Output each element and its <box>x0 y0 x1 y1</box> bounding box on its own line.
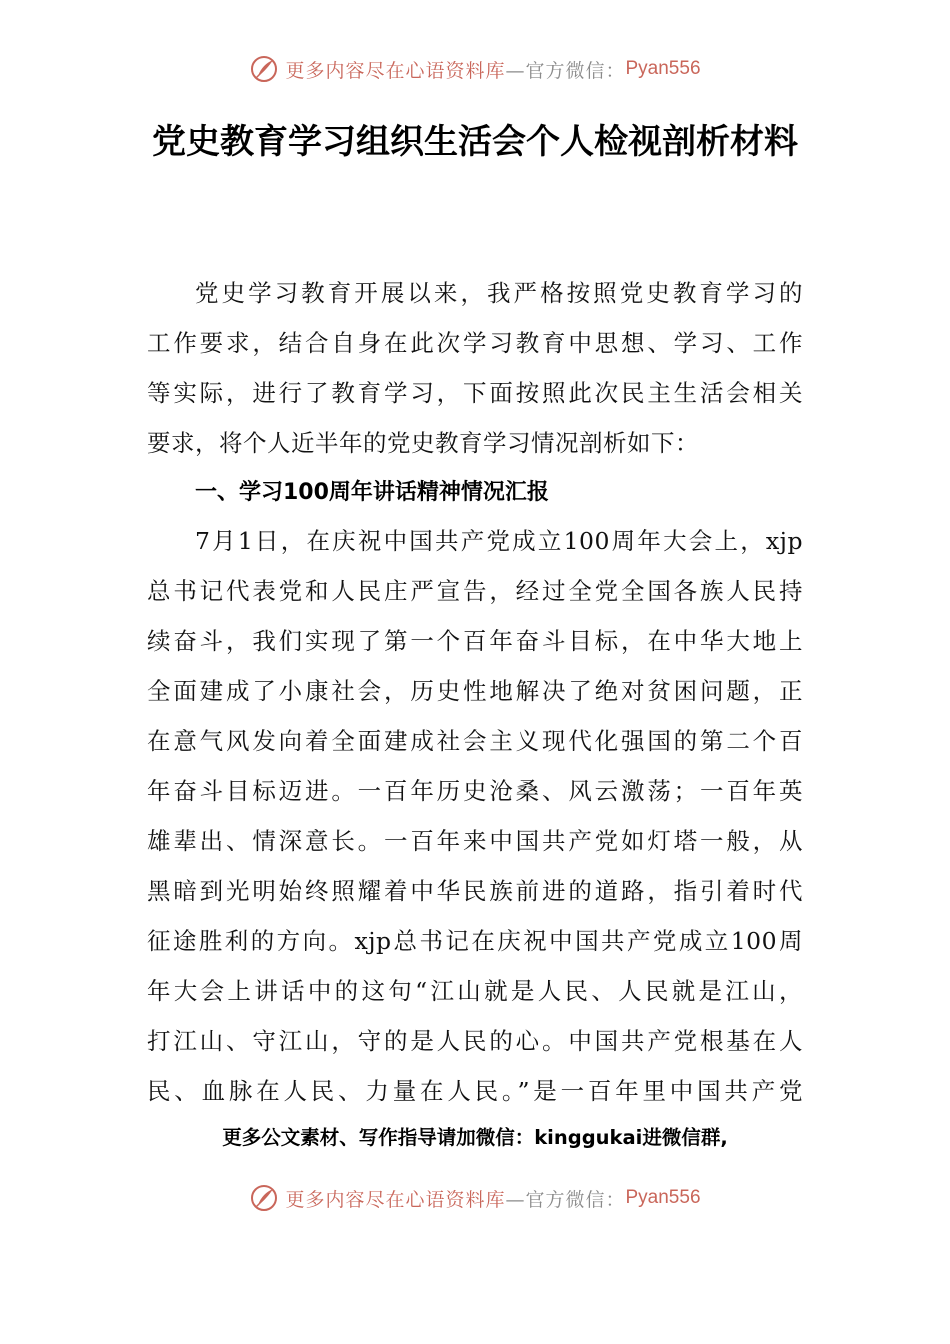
body-line: 在意气风发向着全面建成社会主义现代化强国的第二个百 <box>147 727 803 755</box>
watermark-text: 更多内容尽在心语资料库 <box>285 1188 506 1211</box>
body-line: 打江山、守江山，守的是人民的心。中国共产党根基在人 <box>147 1027 803 1055</box>
intro-line: 工作要求，结合自身在此次学习教育中思想、学习、工作 <box>147 329 803 357</box>
watermark-text: 更多内容尽在心语资料库 <box>285 59 506 82</box>
body-line: 总书记代表党和人民庄严宣告，经过全党全国各族人民持 <box>147 577 803 605</box>
watermark-top <box>0 54 950 84</box>
page-title: 党史教育学习组织生活会个人检视剖析材料 <box>152 122 798 162</box>
intro-line: 等实际，进行了教育学习，下面按照此次民主生活会相关 <box>147 379 803 407</box>
watermark-id: Pyan556 <box>625 58 701 79</box>
body-line: 雄辈出、情深意长。一百年来中国共产党如灯塔一般，从 <box>147 827 803 855</box>
body-line: 全面建成了小康社会，历史性地解决了绝对贫困问题，正 <box>147 677 803 705</box>
body-line: 7月1日，在庆祝中国共产党成立100周年大会上，xjp <box>195 527 803 555</box>
watermark-bottom <box>0 1183 950 1213</box>
intro-line: 党史学习教育开展以来，我严格按照党史教育学习的 <box>195 279 803 307</box>
body-line: 黑暗到光明始终照耀着中华民族前进的道路，指引着时代 <box>147 877 803 905</box>
feather-logo-icon <box>249 54 279 84</box>
body-line: 年奋斗目标迈进。一百年历史沧桑、风云激荡；一百年英 <box>147 777 803 805</box>
body-line: 年大会上讲话中的这句“江山就是人民、人民就是江山， <box>147 977 803 1005</box>
watermark-id: Pyan556 <box>625 1187 701 1208</box>
feather-logo-icon <box>249 1183 279 1213</box>
watermark-separator: —官方微信： <box>505 1188 626 1211</box>
body-line: 民、血脉在人民、力量在人民。”是一百年里中国共产党 <box>147 1077 803 1105</box>
section-heading: 一、学习100周年讲话精神情况汇报 <box>195 480 549 505</box>
footer-note: 更多公文素材、写作指导请加微信：kinggukai进微信群, <box>222 1126 728 1149</box>
body-line: 征途胜利的方向。xjp总书记在庆祝中国共产党成立100周 <box>147 927 803 955</box>
intro-line: 要求，将个人近半年的党史教育学习情况剖析如下： <box>147 429 699 457</box>
watermark-separator: —官方微信： <box>505 59 626 82</box>
body-line: 续奋斗，我们实现了第一个百年奋斗目标，在中华大地上 <box>147 627 803 655</box>
